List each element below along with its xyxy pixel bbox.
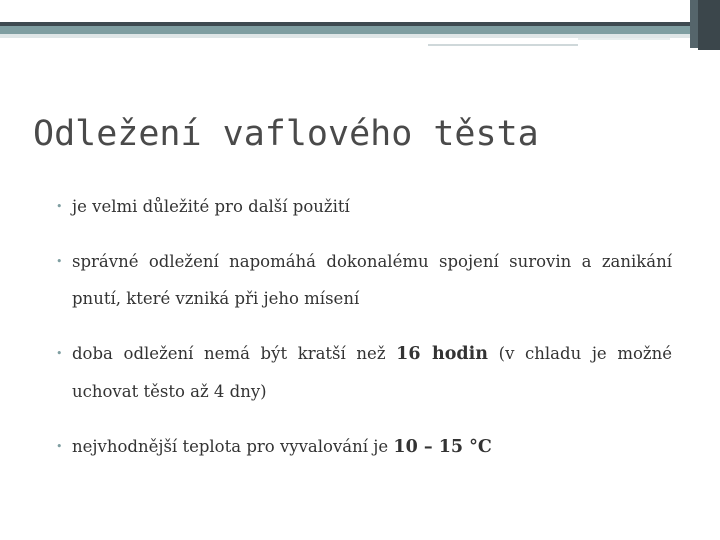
bullet-text-post: (v chladu je možné uchovat těsto až 4 dny): [72, 344, 672, 401]
bullet-icon: •: [56, 440, 63, 453]
bullet-item: [56, 243, 672, 317]
bullet-text-bold: 10 – 15 °C: [393, 437, 492, 457]
bullet-icon: •: [56, 255, 63, 268]
bullet-text: správné odležení napomáhá dokonalému spojení surovin a zanikání pnutí, které vzniká při jeho mísení: [72, 252, 672, 308]
decorative-line: [428, 44, 578, 46]
bullet-text-pre: doba odležení nemá být kratší než: [72, 344, 397, 363]
bullet-text-pre: nejvhodnější teplota pro vyvalování je: [72, 437, 394, 456]
bullet-icon: •: [56, 200, 63, 213]
bullet-item: [56, 188, 672, 225]
corner-accent-inner: [690, 0, 698, 48]
header-band: [0, 0, 720, 24]
slide-title: Odležení vaflového těsta: [33, 114, 539, 154]
bullet-list: [56, 188, 672, 484]
bullet-icon: •: [56, 347, 63, 360]
bullet-text-bold: 16 hodin: [396, 344, 488, 364]
corner-accent: [698, 0, 720, 50]
bullet-text: je velmi důležité pro další použití: [72, 197, 350, 216]
bullet-item: [56, 335, 672, 410]
header-teal-band: [0, 26, 720, 34]
decorative-line-2: [578, 38, 670, 40]
bullet-item: [56, 428, 672, 466]
